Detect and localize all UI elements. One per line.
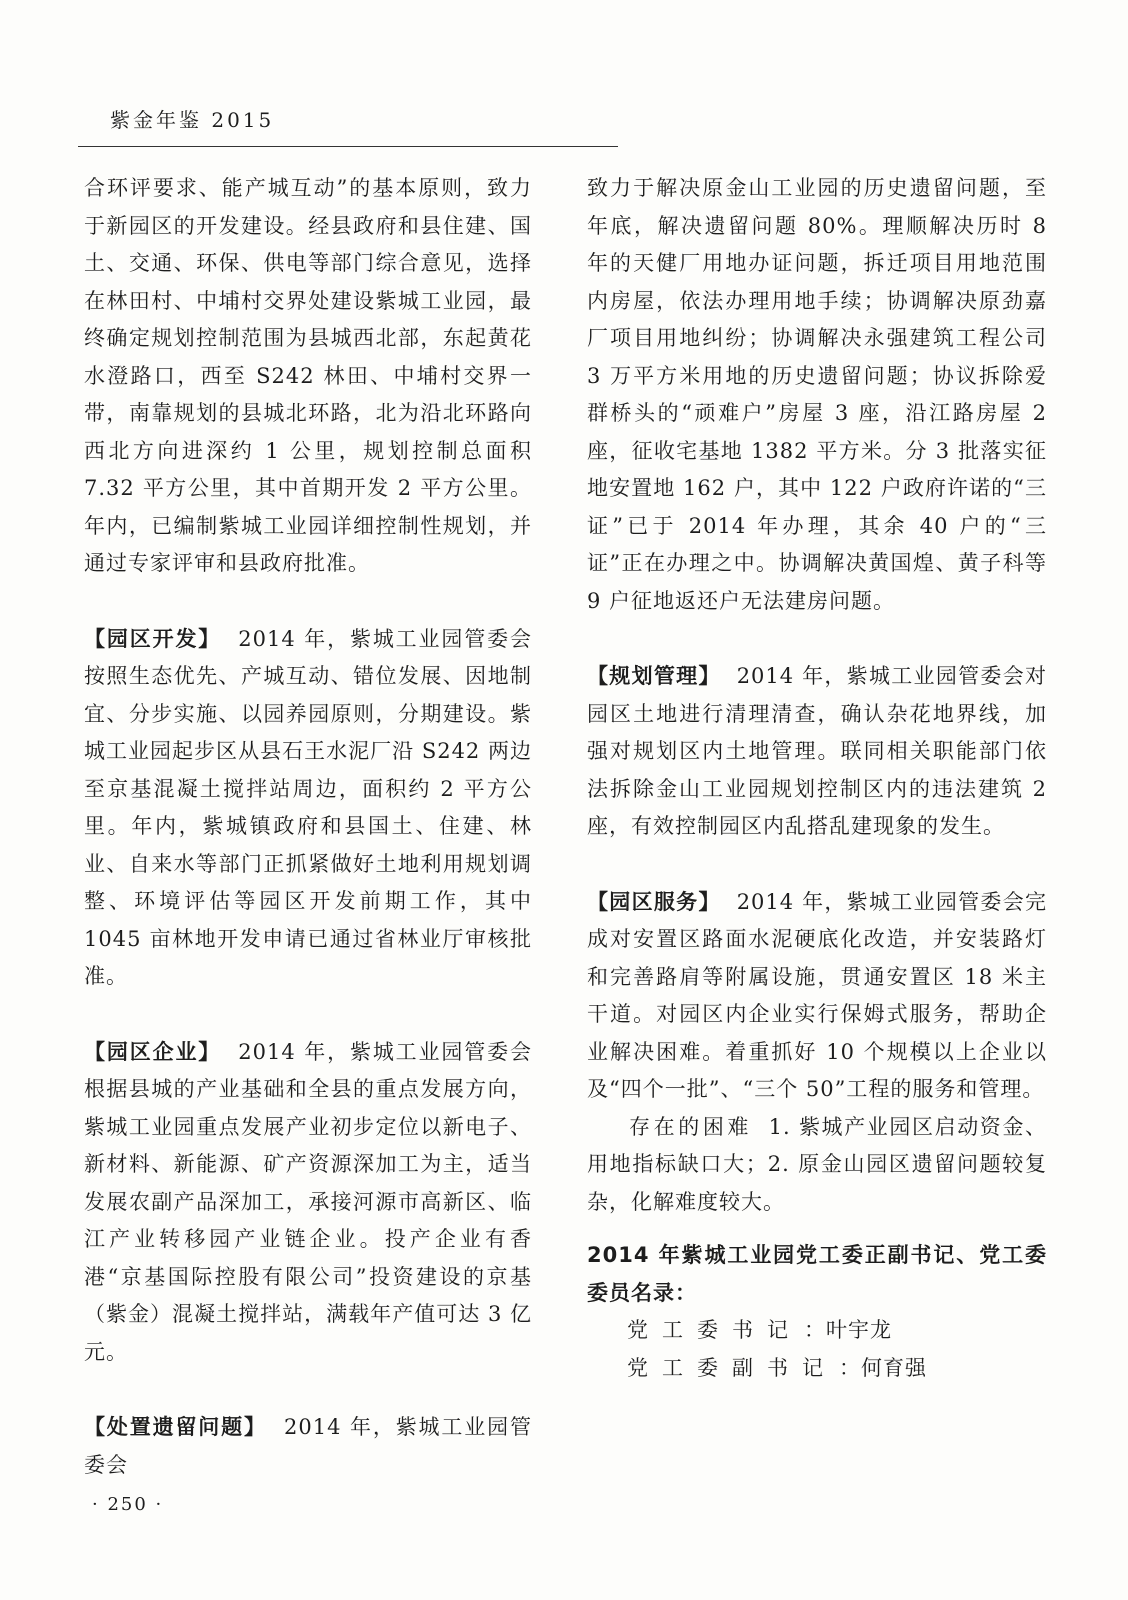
section-heading-legacy-issues: 【处置遗留问题】: [84, 1415, 267, 1439]
roster-row: [587, 1350, 1047, 1388]
page-number: · 250 ·: [92, 1494, 164, 1515]
park-development-paragraph: [84, 621, 532, 996]
roster-name: ：叶宇龙: [804, 1318, 892, 1342]
legacy-issues-continued: 致力于解决原金山工业园的历史遗留问题，至年底，解决遗留问题 80%。理顺解决历时 8 年的天健厂用地办证问题，拆迁项目用地范围内房屋，依法办理用地手续；协调解决原劲嘉厂项目用地纠纷；协调解决永强建筑工程公司 3 万平方米用地的历史遗留问题；协议拆除爱群桥头的“顽难户”房屋 3 座，沿江路房屋 2 座，征收宅基地 1382 平方米。分 3 批落实征地安置地 162 户，其中 122 户政府许诺的“三证”已于 2014 年办理，其余 40 户的“三证”正在办理之中。协调解决黄国煌、黄子科等 9 户征地返还户无法建房问题。: [587, 176, 1047, 613]
section-heading-park-enterprise: 【园区企业】: [84, 1039, 222, 1064]
park-services-paragraph: [587, 884, 1047, 1109]
section-heading-planning-management: 【规划管理】: [587, 664, 721, 688]
park-enterprise-text: 2014 年，紫城工业园管委会根据县城的产业基础和全县的重点发展方向，紫城工业园重点发展产业初步定位以新电子、新材料、新能源、矿产资源深加工为主，适当发展农副产品深加工，承接河源市高新区、临江产业转移园产业链企业。投产企业有香港“京基国际控股有限公司”投资建设的京基（紫金）混凝土搅拌站，满载年产值可达 3 亿元。: [84, 1039, 532, 1364]
roster-role: 党工委副书记: [627, 1355, 837, 1380]
header-rule: [78, 146, 618, 147]
existing-difficulties-paragraph: [587, 1109, 1047, 1222]
left-column: [84, 170, 532, 1484]
running-header-title: 紫金年鉴 2015: [110, 108, 275, 132]
roster-title: 2014 年紫城工业园党工委正副书记、党工委委员名录：: [587, 1243, 1047, 1305]
park-enterprise-paragraph: [84, 1034, 532, 1372]
park-services-text: 2014 年，紫城工业园管委会完成对安置区路面水泥硬底化改造，并安装路灯和完善路肩等附属设施，贯通安置区 18 米主干道。对园区内企业实行保姆式服务，帮助企业解决困难。着重抓好 10 个规模以上企业以及“四个一批”、“三个 50”工程的服务和管理。: [587, 889, 1047, 1101]
existing-difficulties-label: 存在的困难: [629, 1114, 753, 1139]
intro-paragraph: 合环评要求、能产城互动”的基本原则，致力于新园区的开发建设。经县政府和县住建、国土、交通、环保、供电等部门综合意见，选择在林田村、中埔村交界处建设紫城工业园，最终确定规划控制范围为县城西北部，东起黄花水澄路口，西至 S242 林田、中埔村交界一带，南靠规划的县城北环路，北为沿北环路向西北方向进深约 1 公里，规划控制总面积 7.32 平方公里，其中首期开发 2 平方公里。年内，已编制紫城工业园详细控制性规划，并通过专家评审和县政府批准。: [84, 176, 532, 575]
section-heading-park-services: 【园区服务】: [587, 889, 721, 914]
legacy-issues-text: 2014 年，紫城工业园管委会: [84, 1415, 532, 1477]
planning-management-paragraph: [587, 658, 1047, 846]
planning-management-text: 2014 年，紫城工业园管委会对园区土地进行清理清查，确认杂花地界线，加强对规划区内土地管理。联同相关职能部门依法拆除金山工业园规划控制区内的违法建筑 2 座，有效控制园区内乱搭乱建现象的发生。: [587, 664, 1047, 838]
legacy-issues-paragraph: [84, 1409, 532, 1484]
roster-name: ：何育强: [839, 1355, 927, 1380]
roster-row: [587, 1312, 1047, 1350]
existing-difficulties-text: 1. 紫城产业园区启动资金、用地指标缺口大；2. 原金山园区遗留问题较复杂，化解难度较大。: [587, 1114, 1048, 1214]
roster-role: 党工委书记: [627, 1318, 802, 1342]
section-heading-park-development: 【园区开发】: [84, 626, 222, 651]
park-development-text: 2014 年，紫城工业园管委会按照生态优先、产城互动、错位发展、因地制宜、分步实施、以园养园原则，分期建设。紫城工业园起步区从县石王水泥厂沿 S242 两边至京基混凝土搅拌站周边，面积约 2 平方公里。年内，紫城镇政府和县国土、住建、林业、自来水等部门正抓紧做好土地利用规划调整、环境评估等园区开发前期工作，其中 1045 亩林地开发申请已通过省林业厅审核批准。: [84, 626, 532, 988]
right-column: [587, 170, 1047, 1387]
